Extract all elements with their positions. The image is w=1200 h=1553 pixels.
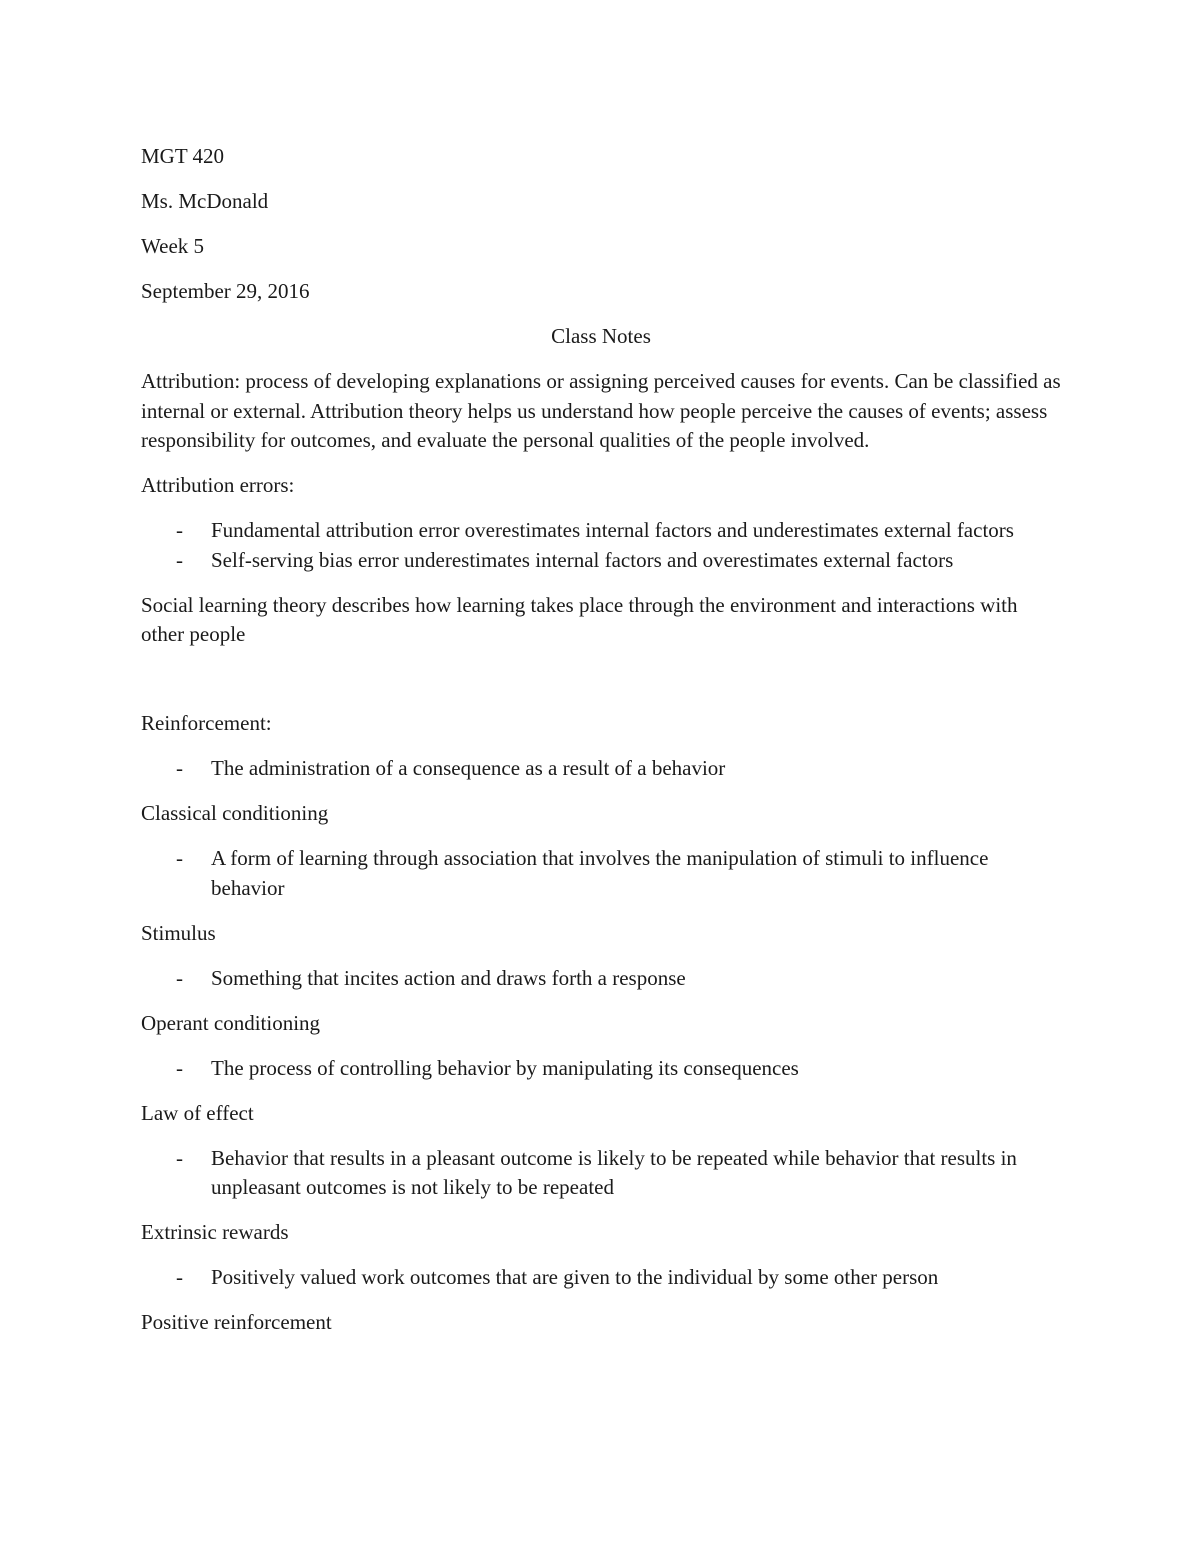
week-label: Week 5 <box>141 234 205 258</box>
document-title: Class Notes <box>551 324 651 348</box>
attribution-errors-list <box>141 516 1061 575</box>
term-heading: Positive reinforcement <box>141 1310 332 1334</box>
document-content <box>141 142 1061 1353</box>
blank-line <box>141 665 1061 709</box>
dash-bullet: - <box>176 846 183 870</box>
course-code: MGT 420 <box>141 144 225 168</box>
dash-bullet: - <box>176 1145 183 1170</box>
term-definition-list <box>141 964 1061 994</box>
term-heading: Classical conditioning <box>141 801 329 825</box>
list-item <box>141 1263 1061 1293</box>
term-heading: Reinforcement: <box>141 711 272 735</box>
term-definition: A form of learning through association that involves the manipulation of stimuli to influence behavior <box>211 846 989 900</box>
list-item <box>141 1144 1061 1203</box>
list-item-text: Fundamental attribution error overestimates internal factors and underestimates external factors <box>211 518 1014 542</box>
term-definition-list <box>141 1144 1061 1203</box>
term-definition-list <box>141 754 1061 784</box>
instructor-name: Ms. McDonald <box>141 189 269 213</box>
list-item <box>141 754 1061 784</box>
date-label: September 29, 2016 <box>141 279 310 303</box>
social-learning-paragraph: Social learning theory describes how learning takes place through the environment and interactions with other people <box>141 592 1018 646</box>
term-heading: Extrinsic rewards <box>141 1220 289 1244</box>
list-item <box>141 844 1061 903</box>
term-definition-list <box>141 844 1061 903</box>
list-item <box>141 964 1061 994</box>
dash-bullet: - <box>176 1055 183 1080</box>
list-item <box>141 1054 1061 1084</box>
term-definition: Positively valued work outcomes that are given to the individual by some other person <box>211 1265 939 1289</box>
term-definition: The process of controlling behavior by manipulating its consequences <box>211 1055 799 1080</box>
term-heading: Stimulus <box>141 920 216 945</box>
term-definition-list <box>141 1263 1061 1293</box>
attribution-errors-heading: Attribution errors: <box>141 473 295 497</box>
term-definition: Something that incites action and draws forth a response <box>211 965 686 990</box>
term-definition: Behavior that results in a pleasant outcome is likely to be repeated while behavior that results in unpleasant outcomes is not likely to be repeated <box>211 1145 1017 1199</box>
dash-bullet: - <box>176 756 183 780</box>
dash-bullet: - <box>176 1265 183 1289</box>
list-item <box>141 546 1061 576</box>
dash-bullet: - <box>176 965 183 990</box>
dash-bullet: - <box>176 518 183 542</box>
term-definition-list <box>141 1054 1061 1084</box>
list-item-text: Self-serving bias error underestimates internal factors and overestimates external factors <box>211 547 954 572</box>
term-heading: Operant conditioning <box>141 1010 321 1035</box>
dash-bullet: - <box>176 547 183 572</box>
term-definition: The administration of a consequence as a result of a behavior <box>211 756 726 780</box>
attribution-paragraph: Attribution: process of developing explanations or assigning perceived causes for events. Can be classified as internal or external. Attribution theory helps us understand how people perceive the causes of events; assess responsibility for outcomes, and evaluate the personal qualities of the people involved. <box>141 369 1061 452</box>
list-item <box>141 516 1061 546</box>
term-heading: Law of effect <box>141 1100 254 1125</box>
